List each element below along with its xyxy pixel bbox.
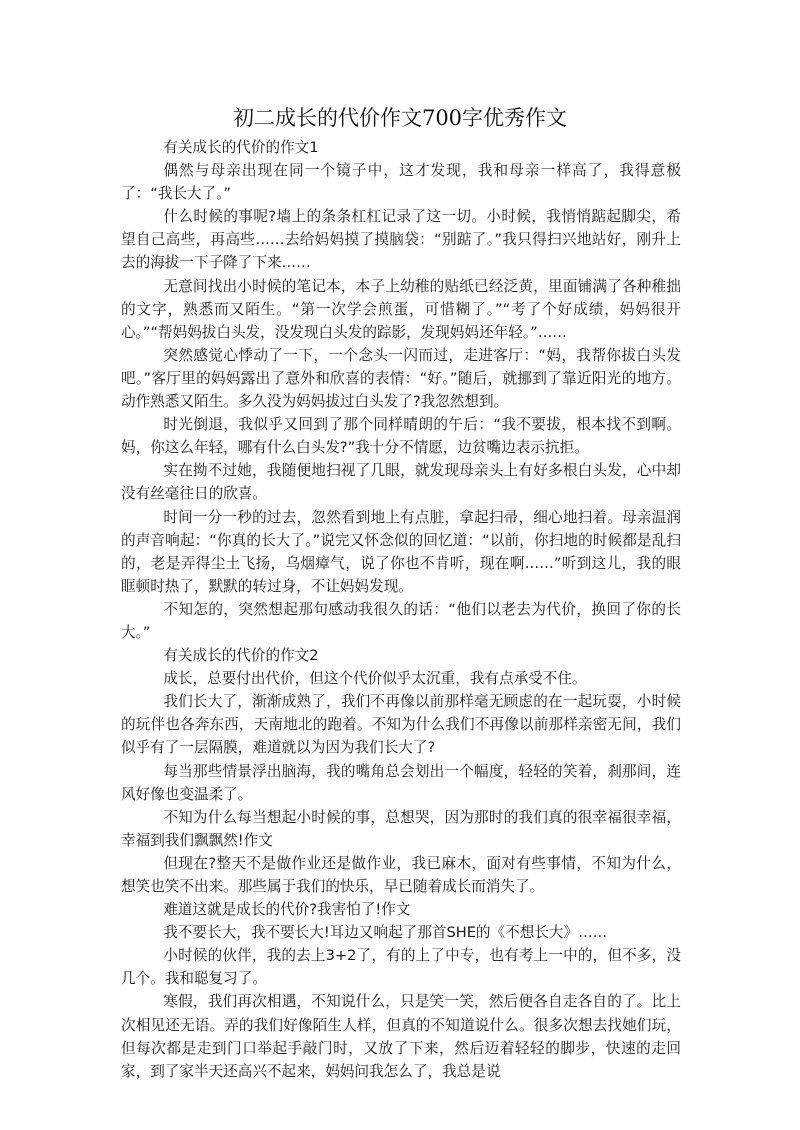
paragraph: 我不要长大，我不要长大!耳边又响起了那首SHE的《不想长大》…… [163,924,608,942]
paragraph: 实在拗不过她，我随便地扫视了几眼，就发现母亲头上有好多根白头发，心中却没有丝毫往日的欣喜。 [121,462,681,503]
paragraph: 什么时候的事呢?墙上的条条杠杠记录了这一切。小时候，我悄悄踮起脚尖，希望自己高些，再高些……去给妈妈摸了摸脑袋：“别踮了。”我只得扫兴地站好，刚升上去的海拔一下子降了下来…… [121,208,681,272]
paragraph: 成长，总要付出代价，但这个代价似乎太沉重，我有点承受不住。 [163,670,587,688]
paragraph: 难道这就是成长的代价?我害怕了!作文 [163,901,411,919]
paragraph: 突然感觉心悸动了一下，一个念头一闪而过，走进客厅：“妈，我帮你拔白头发吧。”客厅里的妈妈露出了意外和欣喜的表情：“好。”随后，就挪到了靠近阳光的地方。动作熟悉又陌生。多久没为妈妈拔过白头发了?我忽然想到。 [121,346,681,411]
paragraph: 但现在?整天不是做作业还是做作业，我已麻木，面对有些事情，不知为什么，想笑也笑不出来。那些属于我们的快乐，早已随着成长而消失了。 [121,854,681,895]
paragraph: 偶然与母亲出现在同一个镜子中，这才发现，我和母亲一样高了，我得意极了：“我长大了。” [121,162,681,203]
paragraph: 不知为什么每当想起小时候的事，总想哭，因为那时的我们真的很幸福很幸福，幸福到我们飘飘然!作文 [121,808,681,849]
document-title: 初二成长的代价作文700字优秀作文 [232,106,568,130]
paragraph: 时间一分一秒的过去，忽然看到地上有点脏，拿起扫帚，细心地扫着。母亲温润的声音响起：“你真的长大了。”说完又怀念似的回忆道：“以前，你扫地的时候都是乱扫的，老是弄得尘土飞扬，乌烟瘴气，说了你也不肯听，现在啊……”听到这儿，我的眼眶顿时热了，默默的转过身，不让妈妈发现。 [121,508,681,595]
paragraph: 我们长大了，渐渐成熟了，我们不再像以前那样毫无顾虑的在一起玩耍，小时候的玩伴也各奔东西，天南地北的跑着。不知为什么我们不再像以前那样亲密无间，我们似乎有了一层隔膜，难道就以为因为我们长大了? [121,693,681,757]
paragraph: 无意间找出小时候的笔记本，本子上幼稚的贴纸已经泛黄，里面铺满了各种稚拙的文字，熟悉而又陌生。“第一次学会煎蛋，可惜糊了。”“考了个好成绩，妈妈很开心。”“帮妈妈拔白头发，没发现白头发的踪影，发现妈妈还年轻。”…… [121,277,681,341]
paragraph: 小时候的伙伴，我的去上3+2了，有的上了中专，也有考上一中的，但不多，没几个。我和聪复习了。 [121,947,681,988]
paragraph: 寒假，我们再次相遇，不知说什么，只是笑一笑，然后便各自走各自的了。比上次相见还无语。弄的我们好像陌生人样，但真的不知道说什么。很多次想去找她们玩，但每次都是走到门口举起手敲门时，又放了下来，然后迈着轻轻的脚步，快速的走回家，到了家半天还高兴不起来，妈妈问我怎么了，我总是说 [121,993,681,1080]
section-heading: 有关成长的代价的作文1 [163,139,319,156]
document-body [121,136,681,1083]
paragraph: 不知怎的，突然想起那句感动我很久的话：“他们以老去为代价，换回了你的长大。” [121,600,681,641]
paragraph: 每当那些情景浮出脑海，我的嘴角总会划出一个幅度，轻轻的笑着，刹那间，连风好像也变温柔了。 [121,762,681,803]
paragraph: 时光倒退，我似乎又回到了那个同样晴朗的午后：“我不要拔，根本找不到啊。妈，你这么年轻，哪有什么白头发?”我十分不情愿，边贫嘴边表示抗拒。 [121,416,681,457]
section-heading: 有关成长的代价的作文2 [163,647,319,665]
